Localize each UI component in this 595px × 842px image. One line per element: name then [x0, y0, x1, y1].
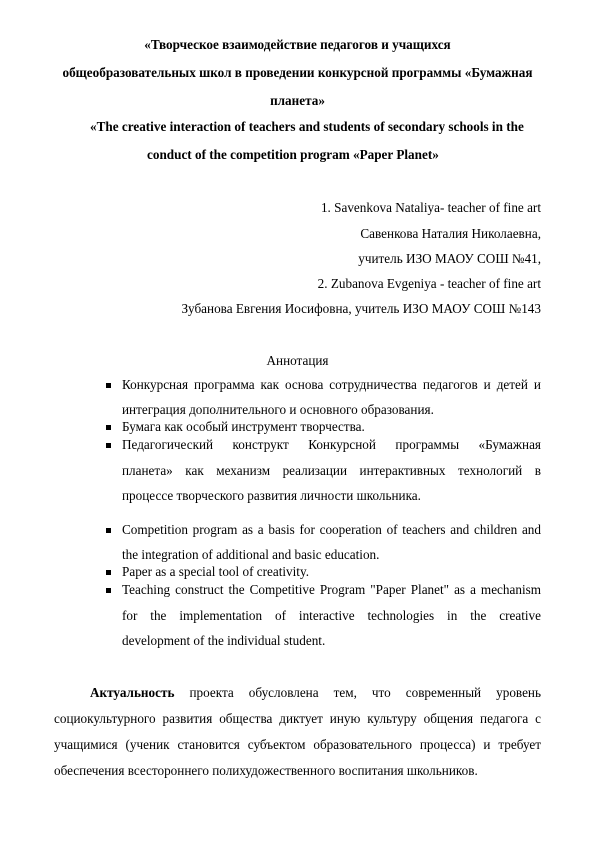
bullet-en-1-line-1: Competition program as a basis for cooperation of teachers and children and: [122, 522, 541, 537]
bullet-ru-3-line-3: процессе творческого развития личности школьника.: [122, 488, 421, 503]
bullet-marker: [106, 588, 111, 593]
bullet-ru-1-line-1: Конкурсная программа как основа сотрудничества педагогов и детей и: [122, 377, 541, 392]
bullet-ru-1-line-2: интеграция дополнительного и основного образования.: [122, 402, 434, 417]
bullet-marker: [106, 443, 111, 448]
paragraph-line-1: [90, 685, 541, 701]
author-line-5: Зубанова Евгения Иосифовна, учитель ИЗО МАОУ СОШ №143: [181, 301, 541, 316]
bullet-marker: [106, 425, 111, 430]
bullet-marker: [106, 570, 111, 575]
bullet-en-3-line-2: for the implementation of interactive technologies in the creative: [122, 608, 541, 623]
bullet-ru-3-line-1: Педагогический конструкт Конкурсной программы «Бумажная: [122, 437, 541, 452]
bullet-ru-3-line-2: планета» как механизм реализации интерактивных технологий в: [122, 463, 541, 478]
bullet-en-1-line-2: the integration of additional and basic education.: [122, 547, 380, 562]
paragraph-line-2: социокультурного развития общества диктует иную культуру общения педагога с: [54, 711, 541, 726]
bullet-en-3-line-3: development of the individual student.: [122, 633, 326, 648]
bullet-ru-2-line-1: Бумага как особый инструмент творчества.: [122, 419, 365, 434]
paragraph-line-4: обеспечения всестороннего полихудожественного воспитания школьников.: [54, 763, 478, 778]
bullet-en-2-line-1: Paper as a special tool of creativity.: [122, 564, 309, 579]
paragraph-line-1-rest: проекта обусловлена тем, что современный уровень: [174, 685, 541, 700]
paragraph-lead-bold: Актуальность: [90, 685, 175, 700]
bullet-marker: [106, 528, 111, 533]
author-line-2: Савенкова Наталия Николаевна,: [360, 226, 541, 241]
author-line-3: учитель ИЗО МАОУ СОШ №41,: [358, 251, 541, 266]
bullet-marker: [106, 383, 111, 388]
author-line-1: 1. Savenkova Nataliya- teacher of fine art: [320, 200, 541, 215]
paragraph-line-3: учащимися (ученик становится субъектом образовательного процесса) и требует: [54, 737, 541, 752]
author-line-4: 2. Zubanova Evgeniya - teacher of fine art: [317, 276, 541, 291]
bullet-en-3-line-1: Teaching construct the Competitive Program "Paper Planet" as a mechanism: [122, 582, 541, 597]
title-ru-line-2: общеобразовательных школ в проведении конкурсной программы «Бумажная: [62, 65, 533, 80]
title-en-line-2: conduct of the competition program «Paper Planet»: [147, 147, 439, 162]
title-ru-line-3: планета»: [270, 93, 325, 108]
title-en-line-1: «The creative interaction of teachers and students of secondary schools in the: [90, 119, 524, 134]
annotation-heading: Аннотация: [266, 353, 329, 368]
title-ru-line-1: «Творческое взаимодействие педагогов и учащихся: [144, 37, 451, 52]
